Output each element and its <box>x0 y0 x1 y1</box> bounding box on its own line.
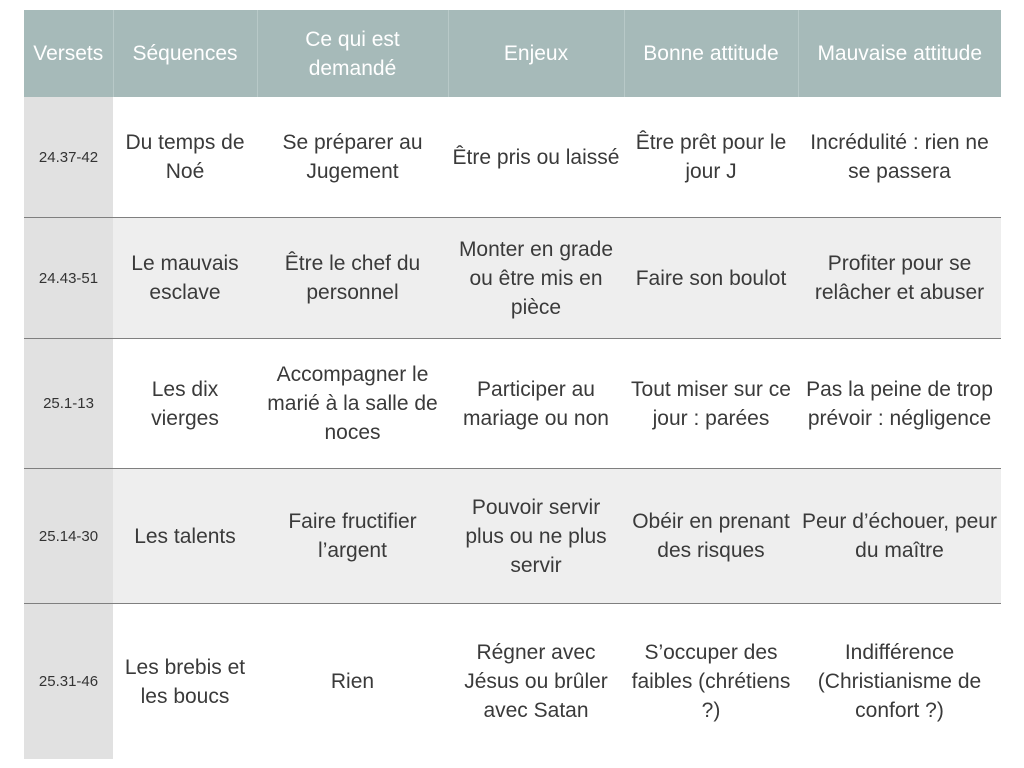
cell-sequence: Du temps de Noé <box>113 97 257 218</box>
cell-verset: 24.43-51 <box>24 218 113 339</box>
cell-demande: Se préparer au Jugement <box>257 97 448 218</box>
cell-enjeux: Être pris ou laissé <box>448 97 624 218</box>
header-row <box>24 10 1001 97</box>
cell-verset: 25.1-13 <box>24 339 113 469</box>
table-row <box>24 218 1001 339</box>
cell-demande: Accompagner le marié à la salle de noces <box>257 339 448 469</box>
header-mauvaise-attitude: Mauvaise attitude <box>798 10 1001 97</box>
cell-demande: Être le chef du personnel <box>257 218 448 339</box>
cell-demande: Rien <box>257 604 448 760</box>
cell-enjeux: Monter en grade ou être mis en pièce <box>448 218 624 339</box>
cell-mauvaise-attitude: Peur d’échouer, peur du maître <box>798 469 1001 604</box>
cell-sequence: Les talents <box>113 469 257 604</box>
cell-enjeux: Participer au mariage ou non <box>448 339 624 469</box>
cell-bonne-attitude: Faire son boulot <box>624 218 798 339</box>
cell-enjeux: Régner avec Jésus ou brûler avec Satan <box>448 604 624 760</box>
cell-mauvaise-attitude: Profiter pour se relâcher et abuser <box>798 218 1001 339</box>
cell-demande: Faire fructifier l’argent <box>257 469 448 604</box>
header-ce-qui-est-demande: Ce qui est demandé <box>257 10 448 97</box>
header-versets: Versets <box>24 10 113 97</box>
header-enjeux: Enjeux <box>448 10 624 97</box>
cell-mauvaise-attitude: Incrédulité : rien ne se passera <box>798 97 1001 218</box>
table-row <box>24 604 1001 760</box>
cell-verset: 25.31-46 <box>24 604 113 760</box>
cell-sequence: Les dix vierges <box>113 339 257 469</box>
cell-bonne-attitude: Être prêt pour le jour J <box>624 97 798 218</box>
cell-bonne-attitude: Obéir en prenant des risques <box>624 469 798 604</box>
cell-verset: 25.14-30 <box>24 469 113 604</box>
parables-table-container <box>24 10 1001 759</box>
cell-verset: 24.37-42 <box>24 97 113 218</box>
cell-sequence: Les brebis et les boucs <box>113 604 257 760</box>
table-row <box>24 97 1001 218</box>
table-row <box>24 469 1001 604</box>
cell-mauvaise-attitude: Pas la peine de trop prévoir : négligence <box>798 339 1001 469</box>
cell-bonne-attitude: Tout miser sur ce jour : parées <box>624 339 798 469</box>
parables-table <box>24 10 1001 759</box>
cell-sequence: Le mauvais esclave <box>113 218 257 339</box>
header-sequences: Séquences <box>113 10 257 97</box>
header-bonne-attitude: Bonne attitude <box>624 10 798 97</box>
cell-enjeux: Pouvoir servir plus ou ne plus servir <box>448 469 624 604</box>
cell-mauvaise-attitude: Indifférence (Christianisme de confort ?) <box>798 604 1001 760</box>
table-row <box>24 339 1001 469</box>
cell-bonne-attitude: S’occuper des faibles (chrétiens ?) <box>624 604 798 760</box>
